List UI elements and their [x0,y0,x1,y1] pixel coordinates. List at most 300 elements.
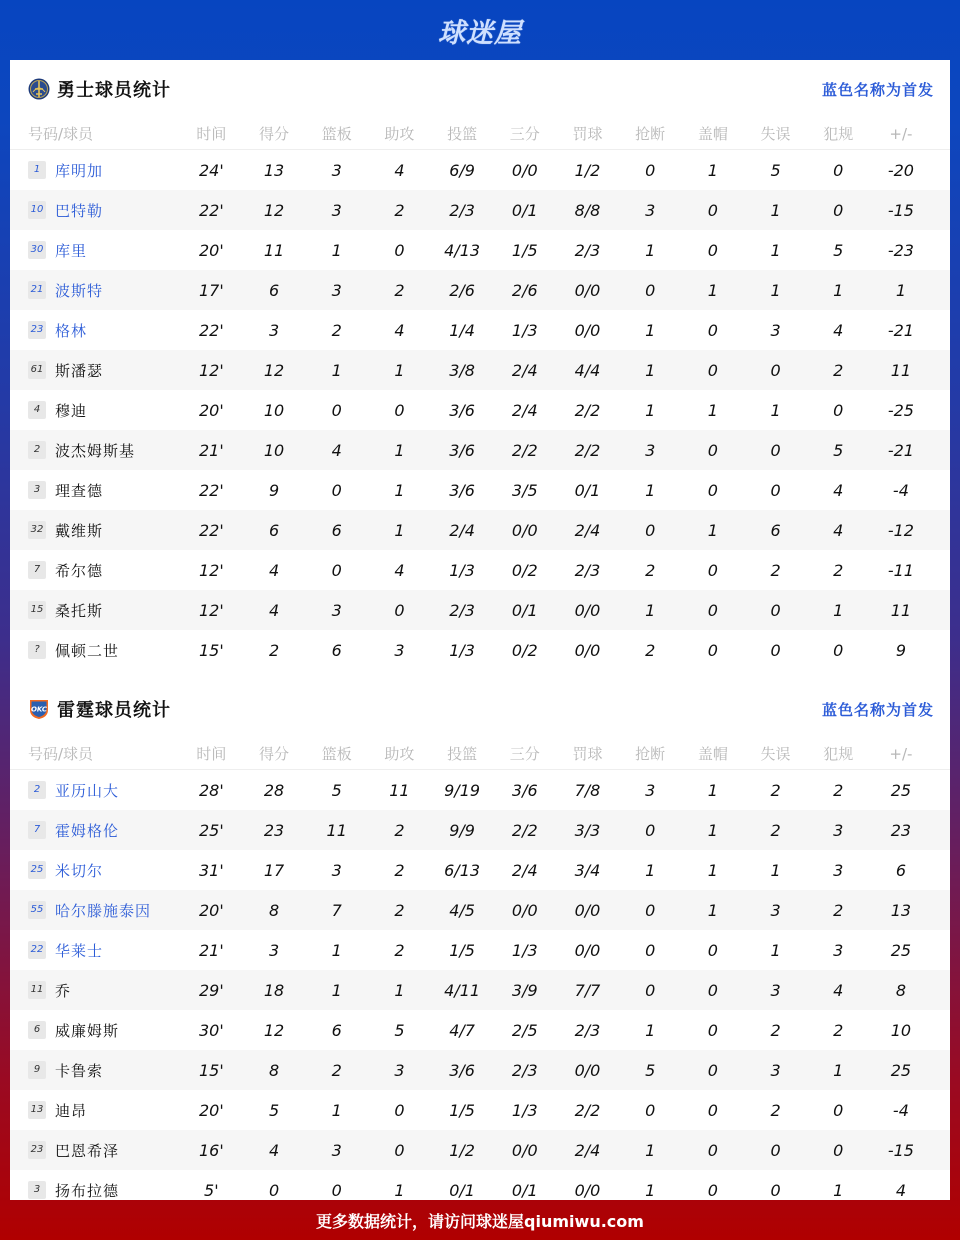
stat-cell: 0 [645,160,656,180]
jersey-number-badge: 61 [28,361,46,379]
player-name[interactable]: 格林 [55,321,88,340]
stat-cell: 2/3 [449,200,475,220]
stat-cell: 0 [707,560,718,580]
stat-cell: 3 [770,1060,781,1080]
stat-cell: 4 [268,600,280,620]
column-header[interactable]: 投篮 [447,125,478,143]
stat-cell: 2/4 [511,860,538,880]
stat-cell: 2 [770,1020,781,1040]
team-title [28,76,171,102]
jersey-number-badge: 22 [28,941,46,959]
column-header[interactable]: 篮板 [321,125,352,143]
stat-cell: 2 [394,820,405,840]
stat-cell: 0 [707,1180,718,1200]
stat-cell: 1 [394,440,405,460]
player-cell [10,200,180,221]
column-header[interactable]: 号码/球员 [28,745,94,763]
stat-cell: 3/8 [449,360,475,380]
stat-cell: 5 [331,780,342,800]
column-header-row [10,118,950,150]
stat-cell: 12 [263,1020,285,1040]
jersey-number-badge: 7 [28,561,46,579]
player-row[interactable] [10,550,950,590]
stat-cell: 1 [707,860,718,880]
column-header[interactable]: 篮板 [321,745,352,763]
stat-cell: 18 [263,980,285,1000]
stat-cell: 29' [198,980,224,1000]
stat-cell: 0 [707,240,718,260]
stat-cell: 2 [394,940,405,960]
stat-cell: 17 [263,860,285,880]
column-header[interactable]: 抢断 [635,745,666,763]
column-header[interactable]: 抢断 [635,125,666,143]
stat-cell: 8 [268,900,280,920]
stat-cell: 0 [833,1140,844,1160]
stat-cell: 2 [331,320,342,340]
stat-cell: 11 [890,360,912,380]
stat-cell: 25 [890,780,912,800]
stat-cell: 11 [326,820,347,840]
stat-cell: 23 [263,820,285,840]
stat-cell: 22' [198,480,224,500]
player-cell [10,780,180,801]
player-row[interactable] [10,970,950,1010]
stat-cell: 0/1 [574,480,601,500]
stat-cell: 1 [707,520,718,540]
column-header[interactable]: 盖帽 [697,745,728,763]
stat-cell: 4/11 [444,980,481,1000]
stat-cell: 3/6 [449,480,475,500]
player-row[interactable] [10,1050,950,1090]
column-header-row [10,738,950,770]
stat-cell: 3 [394,640,405,660]
stat-cell: 2/2 [574,1100,601,1120]
stat-cell: 2 [268,640,280,660]
column-header[interactable]: 失误 [760,745,791,763]
stat-cell: -4 [892,480,909,500]
stat-cell: 4 [331,440,342,460]
team-name: 勇士球员统计 [57,80,171,101]
stat-cell: 3 [394,1060,405,1080]
stats-card [10,60,950,1200]
player-cell [10,320,180,341]
footer-link[interactable]: 更多数据统计，请访问球迷屋qiumiwu.com [316,1211,644,1231]
player-cell [10,640,180,661]
svg-text:OKC: OKC [30,705,48,714]
stat-cell: 1/3 [511,1100,538,1120]
jersey-number-badge: 23 [28,1141,46,1159]
stat-cell: 20' [198,400,224,420]
stat-cell: 6 [268,520,280,540]
player-name[interactable]: 库里 [55,241,88,260]
stat-cell: 11 [389,780,410,800]
stat-cell: 1 [645,1140,656,1160]
player-row[interactable] [10,590,950,630]
player-name[interactable]: 米切尔 [55,861,104,880]
stat-cell: 5 [833,240,844,260]
stat-cell: -4 [892,1100,909,1120]
stat-cell: 3/3 [574,820,601,840]
stat-cell: 5 [268,1100,280,1120]
stat-cell: 20' [198,1100,224,1120]
stat-cell: 0 [645,980,656,1000]
stat-cell: 0 [331,560,342,580]
column-header[interactable]: 得分 [259,125,290,143]
player-row[interactable] [10,810,950,850]
stat-cell: 0/0 [574,640,601,660]
column-header[interactable]: +/- [889,124,913,143]
stat-cell: 3 [331,860,342,880]
stat-cell: 4/4 [574,360,601,380]
stat-cell: 0/0 [574,1060,601,1080]
stat-cell: 8 [895,980,906,1000]
column-header[interactable]: 罚球 [572,745,603,763]
stat-cell: 1 [707,160,718,180]
stat-cell: 0 [707,640,718,660]
column-header[interactable]: 三分 [509,745,540,763]
stat-cell: 1 [833,1180,844,1200]
player-row[interactable] [10,470,950,510]
stat-cell: 1 [394,480,405,500]
stat-cell: 0 [833,160,844,180]
player-cell [10,860,180,881]
column-header[interactable]: +/- [889,744,913,763]
stat-cell: 25' [198,820,224,840]
player-name[interactable]: 佩顿二世 [55,641,120,660]
stat-cell: 4 [833,520,844,540]
stat-cell: 5 [770,160,781,180]
player-name[interactable]: 华莱士 [55,941,104,960]
player-name[interactable]: 波杰姆斯基 [55,441,136,460]
stat-cell: 2/3 [449,600,475,620]
player-cell [10,820,180,841]
stat-cell: 3 [833,860,844,880]
jersey-number-badge: 3 [28,1181,46,1199]
stat-cell: 3/9 [511,980,538,1000]
stat-cell: 0/1 [511,600,538,620]
team-section-0 [10,60,950,670]
stat-cell: 1/3 [449,640,475,660]
stat-cell: 3/5 [511,480,538,500]
stat-cell: 0/0 [574,280,601,300]
player-name[interactable]: 理查德 [55,481,104,500]
stat-cell: 2 [394,900,405,920]
stat-cell: 9/19 [444,780,481,800]
stat-cell: 1 [707,820,718,840]
stat-cell: 13 [890,900,912,920]
stat-cell: 4/7 [449,1020,475,1040]
stat-cell: 6 [331,640,342,660]
stat-cell: -11 [887,560,914,580]
stat-cell: 6 [895,860,906,880]
stat-cell: 2/3 [574,560,601,580]
stat-cell: 6 [268,280,280,300]
stat-cell: 2 [394,860,405,880]
stat-cell: 20' [198,240,224,260]
jersey-number-badge: 3 [28,481,46,499]
player-row[interactable] [10,770,950,810]
section-header [10,680,950,738]
player-cell [10,900,180,921]
stat-cell: 0/1 [511,200,538,220]
stat-cell: 3 [331,280,342,300]
jersey-number-badge: 4 [28,401,46,419]
stat-cell: -15 [887,1140,914,1160]
stat-cell: 0 [707,980,718,1000]
player-row[interactable] [10,310,950,350]
player-name[interactable]: 哈尔滕施泰因 [55,901,152,920]
starter-legend: 蓝色名称为首发 [821,700,934,719]
player-name[interactable]: 迪昂 [55,1101,88,1120]
stat-cell: 31' [198,860,224,880]
stat-cell: 2/2 [574,440,601,460]
stat-cell: 0 [331,1180,342,1200]
stat-cell: 0 [645,820,656,840]
player-name[interactable]: 巴恩希泽 [55,1141,120,1160]
stat-cell: 2/5 [511,1020,538,1040]
stat-cell: 1 [645,240,656,260]
stat-cell: 0 [331,400,342,420]
player-name[interactable]: 希尔德 [55,561,104,580]
player-cell [10,400,180,421]
stat-cell: 2/4 [449,520,475,540]
stat-cell: -21 [887,320,914,340]
jersey-number-badge: 23 [28,321,46,339]
stat-cell: -20 [887,160,914,180]
stat-cell: 0/0 [574,940,601,960]
column-header[interactable]: 助攻 [384,125,415,143]
player-row[interactable] [10,150,950,190]
stat-cell: 0 [707,1060,718,1080]
stat-cell: 1 [770,280,781,300]
stat-cell: 2/2 [511,820,538,840]
stat-cell: 6/9 [449,160,475,180]
player-name[interactable]: 桑托斯 [55,601,104,620]
player-row[interactable] [10,510,950,550]
stat-cell: 1/2 [449,1140,475,1160]
stat-cell: 1 [707,900,718,920]
stat-cell: 2 [833,360,844,380]
stat-cell: 1 [331,980,342,1000]
player-row[interactable] [10,430,950,470]
stat-cell: 0 [770,440,781,460]
stat-cell: 10 [263,400,285,420]
player-name[interactable]: 扬布拉德 [55,1181,120,1200]
column-header[interactable]: 盖帽 [697,125,728,143]
stat-cell: 0/0 [574,1180,601,1200]
stat-cell: 1 [833,600,844,620]
column-header[interactable]: 三分 [509,125,540,143]
stat-cell: 11 [890,600,912,620]
stat-cell: 21' [198,440,224,460]
stat-cell: 4 [394,560,405,580]
stat-cell: 11 [263,240,285,260]
stat-cell: 3 [645,440,656,460]
stat-cell: 0 [707,320,718,340]
stat-cell: 22' [198,200,224,220]
player-row[interactable] [10,1010,950,1050]
stat-cell: 1 [331,940,342,960]
stat-cell: 1 [770,400,781,420]
stat-cell: 3 [331,600,342,620]
player-cell [10,520,180,541]
stat-cell: 1 [707,780,718,800]
stat-cell: 5 [394,1020,405,1040]
stat-cell: 1 [394,980,405,1000]
stat-cell: 17' [198,280,224,300]
player-name[interactable]: 穆迪 [55,401,88,420]
stat-cell: 7 [331,900,342,920]
stat-cell: 1/4 [449,320,475,340]
column-header[interactable]: 投篮 [447,745,478,763]
player-row[interactable] [10,350,950,390]
stat-cell: 0 [645,1100,656,1120]
stat-cell: 0 [394,400,405,420]
stat-cell: -15 [887,200,914,220]
stat-cell: 15' [198,640,224,660]
player-cell [10,1060,180,1081]
player-name[interactable]: 波斯特 [55,281,104,300]
jersey-number-badge: 10 [28,201,46,219]
stat-cell: 21' [198,940,224,960]
stat-cell: 4/5 [449,900,475,920]
stat-cell: 9/9 [449,820,475,840]
stat-cell: 0/0 [511,160,538,180]
stat-cell: 1 [645,400,656,420]
stat-cell: 1 [833,280,844,300]
stat-cell: 1 [770,940,781,960]
player-name[interactable]: 亚历山大 [55,781,120,800]
player-name[interactable]: 霍姆格伦 [55,821,120,840]
column-header[interactable]: 时间 [196,125,227,143]
starter-legend: 蓝色名称为首发 [821,80,934,99]
jersey-number-badge: 7 [28,821,46,839]
player-row[interactable] [10,390,950,430]
column-header[interactable]: 助攻 [384,745,415,763]
stat-cell: 2 [770,820,781,840]
stat-cell: 0 [331,480,342,500]
stat-cell: 0/0 [574,900,601,920]
stat-cell: 3/6 [511,780,538,800]
stat-cell: 2 [833,900,844,920]
player-name[interactable]: 乔 [55,981,72,1000]
player-name[interactable]: 威廉姆斯 [55,1021,120,1040]
stat-cell: 0 [707,360,718,380]
player-row[interactable] [10,930,950,970]
stat-cell: 4 [268,1140,280,1160]
stat-cell: -21 [887,440,914,460]
stat-cell: 1 [645,1180,656,1200]
player-row[interactable] [10,850,950,890]
stat-cell: 16' [198,1140,224,1160]
player-name[interactable]: 斯潘瑟 [55,361,104,380]
stat-cell: 6/13 [444,860,481,880]
stat-cell: 1 [394,520,405,540]
player-cell [10,1020,180,1041]
stat-cell: 2 [833,780,844,800]
stat-cell: 10 [263,440,285,460]
player-row[interactable] [10,270,950,310]
stat-cell: 1 [707,280,718,300]
stat-cell: 0 [770,600,781,620]
player-row[interactable] [10,1130,950,1170]
stat-cell: 0/0 [511,520,538,540]
team-section-1 [10,680,950,1210]
player-name[interactable]: 戴维斯 [55,521,104,540]
column-header[interactable]: 得分 [259,745,290,763]
stat-cell: 3 [770,980,781,1000]
column-header[interactable]: 犯规 [823,745,854,763]
column-header[interactable]: 罚球 [572,125,603,143]
column-header[interactable]: 号码/球员 [28,125,94,143]
stat-cell: 3 [268,940,280,960]
player-cell [10,1100,180,1121]
stat-cell: 0 [645,280,656,300]
stat-cell: 2 [770,1100,781,1120]
stat-cell: 3/4 [574,860,601,880]
jersey-number-badge: 15 [28,601,46,619]
stat-cell: 3 [645,780,656,800]
jersey-number-badge: 2 [28,781,46,799]
stat-cell: 9 [268,480,280,500]
player-row[interactable] [10,630,950,670]
stat-cell: 0 [707,1020,718,1040]
player-cell [10,1180,180,1201]
stat-cell: 0 [645,900,656,920]
stat-cell: 0 [833,640,844,660]
player-row[interactable] [10,1090,950,1130]
stat-cell: 3 [331,200,342,220]
stat-cell: 2/4 [574,520,601,540]
stat-cell: 3 [645,200,656,220]
player-name[interactable]: 卡鲁索 [55,1061,104,1080]
stat-cell: 0 [394,600,405,620]
player-name[interactable]: 巴特勒 [55,201,104,220]
stat-cell: 3 [770,320,781,340]
stat-cell: 4/13 [444,240,481,260]
stat-cell: 2/6 [449,280,475,300]
stat-cell: 0 [268,1180,280,1200]
column-header[interactable]: 犯规 [823,125,854,143]
stat-cell: 5' [204,1180,219,1200]
team-title [28,696,171,722]
stat-cell: 13 [263,160,285,180]
stat-cell: 1 [770,200,781,220]
stat-cell: 9 [895,640,906,660]
player-row[interactable] [10,230,950,270]
player-cell [10,280,180,301]
stat-cell: 22' [198,320,224,340]
stat-cell: 0 [770,640,781,660]
stat-cell: 8 [268,1060,280,1080]
jersey-number-badge: 13 [28,1101,46,1119]
player-row[interactable] [10,890,950,930]
jersey-number-badge: 9 [28,1061,46,1079]
brand-logo: 球迷屋 [438,17,522,49]
stat-cell: 3 [268,320,280,340]
stat-cell: 1 [331,1100,342,1120]
column-header[interactable]: 失误 [760,125,791,143]
stat-cell: 2/6 [511,280,538,300]
stat-cell: 7/7 [574,980,601,1000]
column-header[interactable]: 时间 [196,745,227,763]
stat-cell: 10 [890,1020,912,1040]
player-name[interactable]: 库明加 [55,161,104,180]
jersey-number-badge: ? [28,641,46,659]
player-row[interactable] [10,190,950,230]
stat-cell: 24' [198,160,224,180]
stat-cell: 2 [833,560,844,580]
